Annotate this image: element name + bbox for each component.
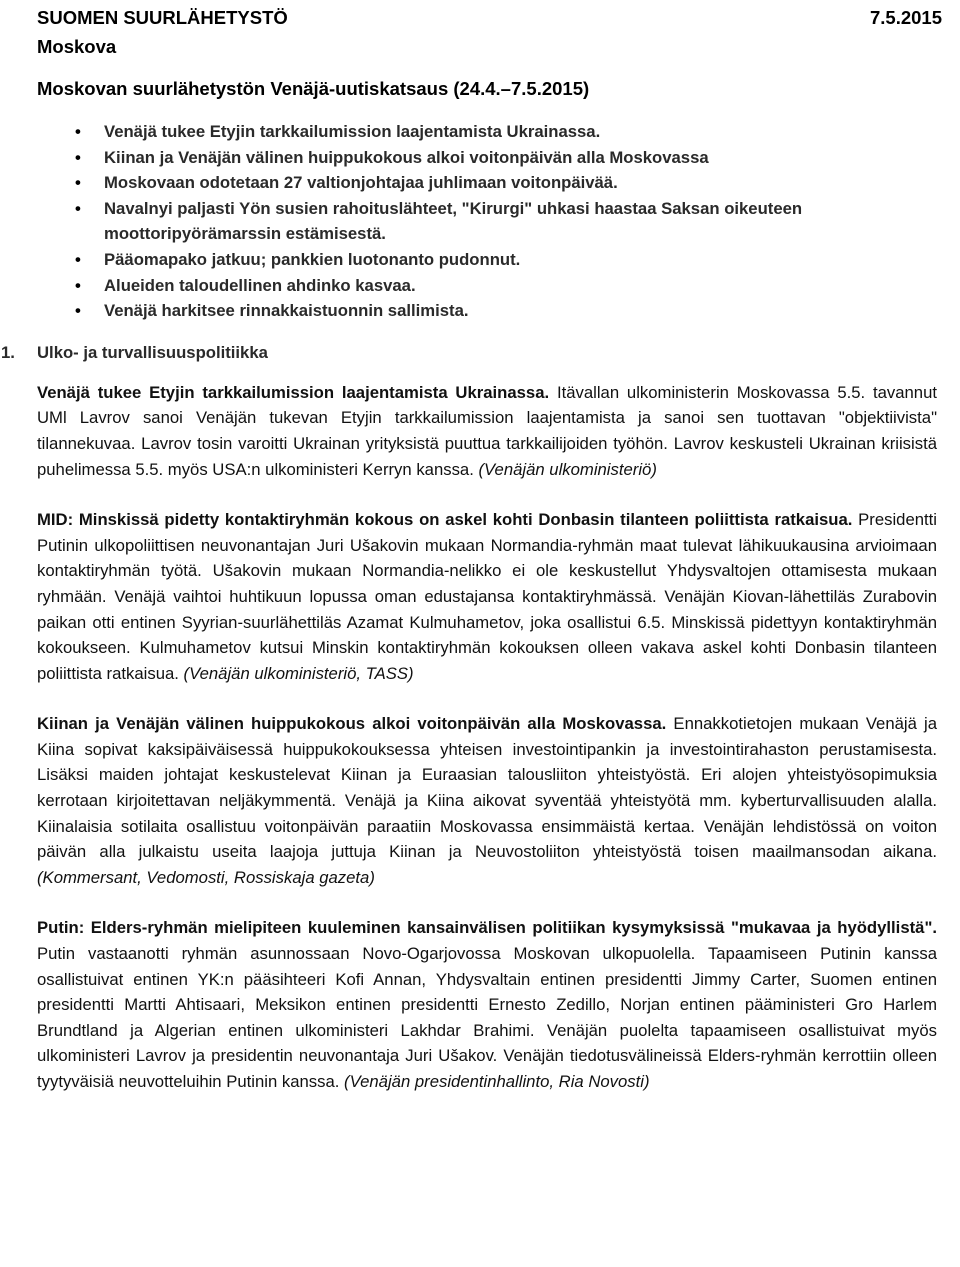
- article-source: (Venäjän ulkoministeriö): [478, 459, 657, 479]
- summary-item: • Pääomapako jatkuu; pankkien luotonanto pudonnut.: [37, 247, 937, 273]
- article-source: (Venäjän presidentinhallinto, Ria Novosti): [344, 1072, 650, 1091]
- document-date: 7.5.2015: [869, 7, 942, 28]
- embassy-city: Moskova: [37, 36, 117, 57]
- article-source: (Venäjän ulkoministeriö, TASS): [183, 663, 414, 683]
- article-headline: Kiinan ja Venäjän välinen huippukokous alkoi voitonpäivän alla Moskovassa.: [37, 714, 667, 734]
- article-headline: Venäjä tukee Etyjin tarkkailumission laajentamista Ukrainassa.: [37, 382, 550, 402]
- article-body: Itävallan ulkoministerin Moskovassa 5.5. tavannut UMl Lavrov sanoi Venäjän tukevan Etyjin tarkkailumission laajentamista ja sanoi sen tuottavan "objektiivista" tilannekuvaa. Lavrov tosin varoitti Ukrainan yrityksistä puuttua tarkkailijoiden työhön. Lavrov keskusteli Ukrainan kriisistä puhelimessa 5.5. myös USA:n ulkoministeri Kerryn kanssa.: [37, 382, 937, 479]
- embassy-name: SUOMEN SUURLÄHETYSTÖ: [37, 7, 288, 28]
- article: [37, 380, 937, 482]
- summary-list: [37, 119, 937, 324]
- article: [37, 711, 937, 890]
- section-number: 1.: [1, 342, 15, 362]
- document-title: Moskovan suurlähetystön Venäjä-uutiskatsaus (24.4.–7.5.2015): [37, 78, 590, 99]
- section-heading: [1, 340, 937, 366]
- article-source: (Kommersant, Vedomosti, Rossiskaja gazeta): [37, 867, 375, 887]
- article-body: Ennakkotietojen mukaan Venäjä ja Kiina sopivat kaksipäiväisessä huippukokouksessa yhteisen investointipankin ja investointirahaston perustamisesta. Lisäksi maiden johtajat keskustelevat Kiinan ja Euraasian talousliiton yhteistyöstä. Eri alojen yhteistyösopimuksia kerrotaan kirjoitettavan neljäkymmentä. Venäjä ja Kiina aikovat syventää yhteistyötä mm. kyberturvallisuuden alalla. Kiinalaisia sotilaita osallistuu voitonpäivän paraatiin Moskovassa ensimmäistä kertaa. Venäjän lehdistössä on voiton päivän alla julkaistu useita laajoja juttuja Kiinan ja Neuvostoliiton yhteistyöstä toisen maailmansodan aikana.: [37, 714, 937, 862]
- summary-item: • Alueiden taloudellinen ahdinko kasvaa.: [37, 273, 937, 299]
- article-body: Presidentti Putinin ulkopoliittisen neuvonantajan Juri Ušakovin mukaan Normandia-ryhmän maat tulevat lähikuukausina arvioimaan kontaktiryhmän työtä. Ušakovin mukaan Normandia-nelikko ei ole keskustellut Yhdysvaltojen ottamisesta mukaan ryhmään. Venäjä vaihtoi huhtikuun lopussa oman edustajansa kontaktiryhmässä. Venäjän Kiovan-lähettiläs Zurabovin paikan otti entinen Syyrian-suurlähettiläs Azamat Kulmuhametov, joka osallistui 6.5. Minskissä pidettyyn kontaktiryhmän kokoukseen. Kulmuhametov kutsui Minskin kontaktiryhmän kokouksen olleen vakava askel kohti Donbasin tilanteen poliittista ratkaisua.: [37, 510, 937, 683]
- article: [37, 915, 937, 1094]
- article-headline: Putin: Elders-ryhmän mielipiteen kuuleminen kansainvälisen politiikan kysymyksissä "mukavaa ja hyödyllistä".: [37, 918, 937, 938]
- summary-item: • Venäjä harkitsee rinnakkaistuonnin sallimista.: [37, 298, 937, 324]
- document-header: [37, 3, 942, 65]
- article-body: Putin vastaanotti ryhmän asunnossaan Novo-Ogarjovossa Moskovan ulkopuolella. Tapaamiseen Putinin kanssa osallistuivat entinen YK:n pääsihteeri Kofi Annan, Yhdysvaltain entinen presidentti Jimmy Carter, Suomen entinen presidentti Martti Ahtisaari, Meksikon entinen presidentti Ernesto Zedillo, Norjan entinen pääministeri Gro Harlem Brundtland ja Algerian entinen ulkoministeri Lakhdar Brahimi. Venäjän puolelta tapaamiseen osallistuivat myös ulkoministeri Lavrov ja presidentin neuvonantaja Juri Ušakov. Venäjän tiedotusvälineissä Elders-ryhmän kerrottiin olleen tyytyväisiä neuvotteluihin Putinin kanssa.: [37, 944, 937, 1091]
- section-title: Ulko- ja turvallisuuspolitiikka: [37, 342, 268, 362]
- document-page: [1, 0, 942, 1095]
- summary-item: • Moskovaan odotetaan 27 valtionjohtajaa juhlimaan voitonpäivää.: [37, 170, 937, 196]
- article: [37, 507, 937, 686]
- summary-item: • Navalnyi paljasti Yön susien rahoituslähteet, "Kirurgi" uhkasi haastaa Saksan oikeuteen moottoripyörämarssin estämisestä.: [37, 196, 937, 247]
- summary-item: • Kiinan ja Venäjän välinen huippukokous alkoi voitonpäivän alla Moskovassa: [37, 145, 937, 171]
- article-headline: MID: Minskissä pidetty kontaktiryhmän kokous on askel kohti Donbasin tilanteen poliittista ratkaisua.: [37, 510, 853, 530]
- summary-item: • Venäjä tukee Etyjin tarkkailumission laajentamista Ukrainassa.: [37, 119, 937, 145]
